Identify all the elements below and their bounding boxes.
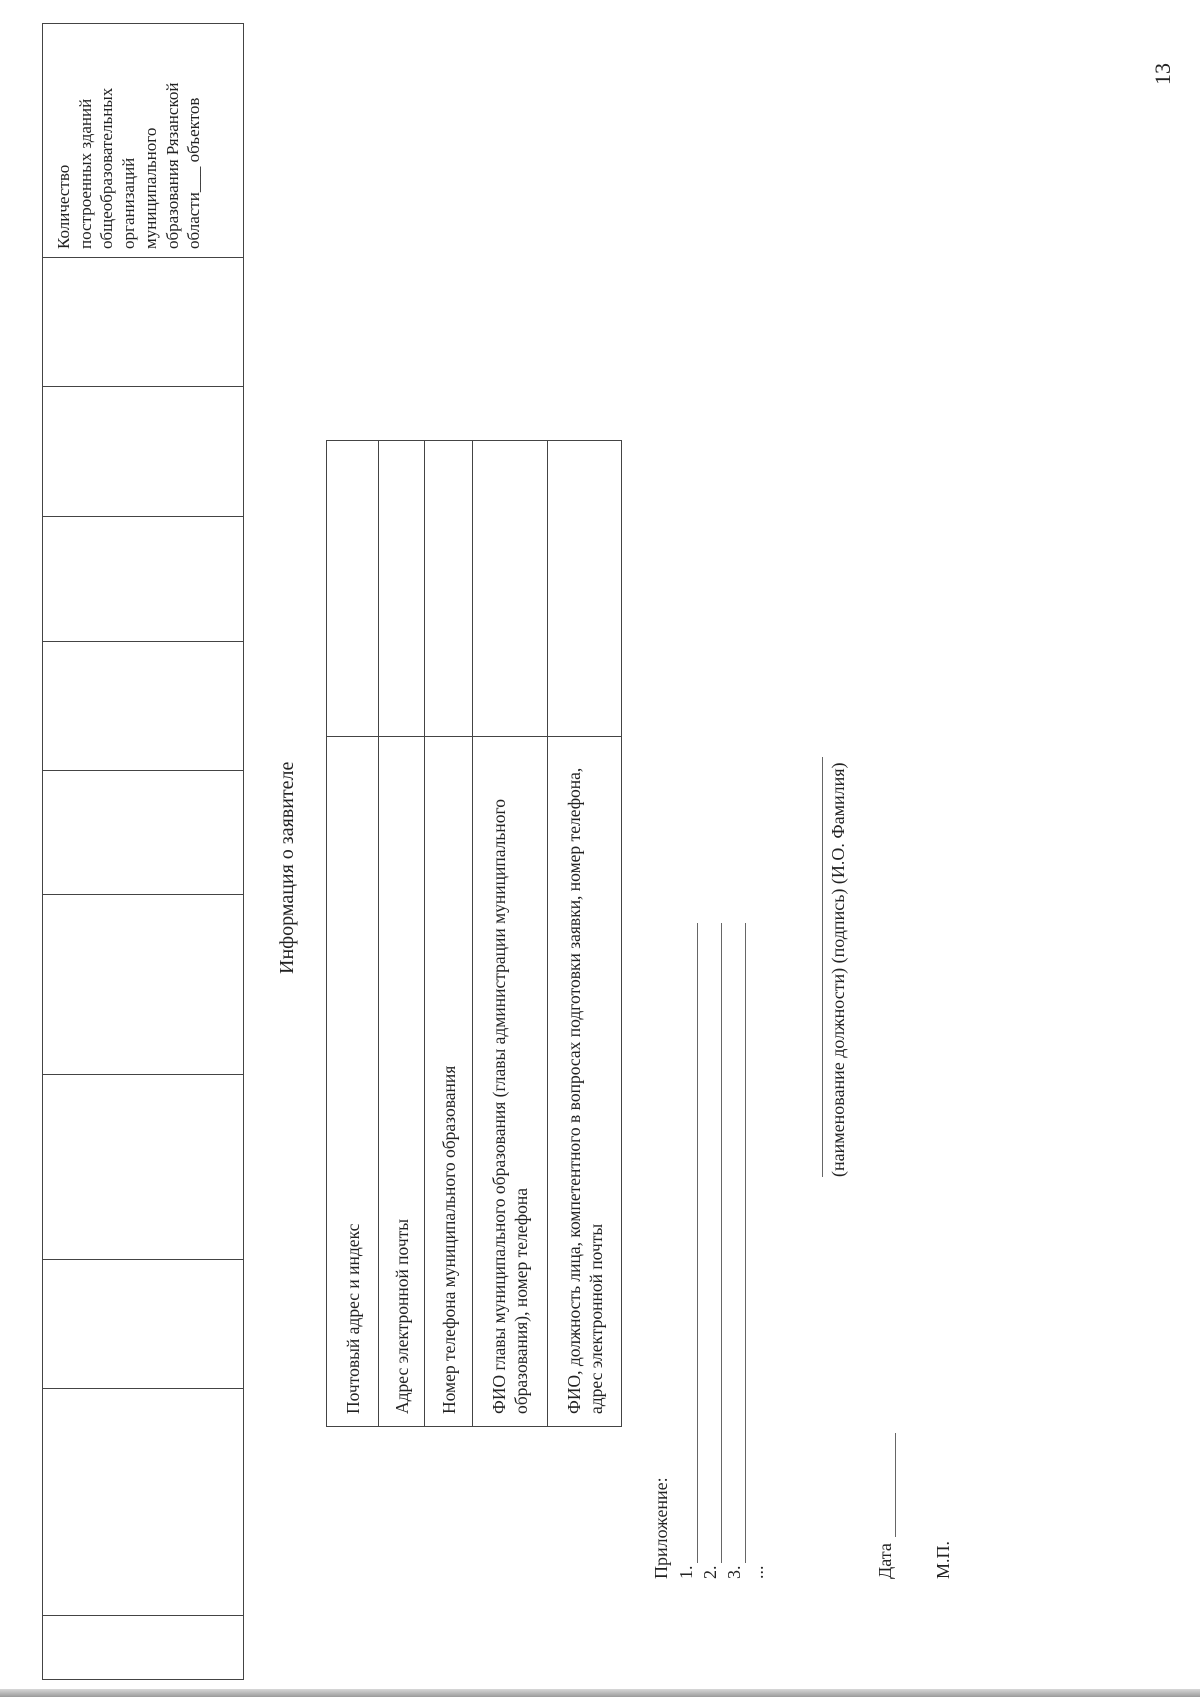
- info-label: Почтовый адрес и индекс: [327, 737, 379, 1427]
- info-label: ФИО главы муниципального образования (главы администрации муниципального образования), номер телефона: [473, 737, 548, 1427]
- summary-cell-line: построенных зданий: [75, 98, 95, 249]
- table-row: [379, 441, 425, 1427]
- appendix-block: [650, 924, 770, 1580]
- appendix-title: Приложение:: [651, 1477, 671, 1579]
- applicant-info-table: [326, 440, 622, 1427]
- summary-table: [42, 23, 244, 1680]
- applicant-info-heading: Информация о заявителе: [276, 761, 298, 974]
- appendix-item-blank: [679, 924, 698, 1564]
- summary-cell-line: образования Рязанской: [162, 82, 182, 249]
- info-label: ФИО, должность лица, компетентного в вопросах подготовки заявки, номер телефона, адрес электронной почты: [548, 737, 622, 1427]
- summary-cell: [43, 1616, 244, 1680]
- appendix-item-number: 3.: [724, 1565, 744, 1579]
- summary-cell-line: организаций: [119, 157, 139, 249]
- table-row: [473, 441, 548, 1427]
- signature-line: [822, 757, 823, 1177]
- appendix-item: [698, 924, 722, 1580]
- info-value: [473, 441, 548, 737]
- signature-caption: (наименование должности) (подпись) (И.О. Фамилия): [828, 762, 848, 1177]
- info-value: [327, 441, 379, 737]
- appendix-item: [674, 924, 698, 1580]
- summary-table-row: [43, 24, 244, 1680]
- date-label: Дата: [875, 1543, 895, 1579]
- scan-edge-shadow: [0, 1689, 1200, 1697]
- summary-cell: [43, 642, 244, 771]
- summary-cell: [43, 895, 244, 1075]
- info-value: [425, 441, 473, 737]
- appendix-item: [722, 924, 746, 1580]
- summary-cell: [43, 771, 244, 895]
- appendix-item-number: 2.: [700, 1565, 720, 1579]
- info-label: Номер телефона муниципального образования: [425, 737, 473, 1427]
- summary-cell: [43, 387, 244, 517]
- summary-cell-buildings-count: [43, 24, 244, 258]
- table-row: [425, 441, 473, 1427]
- table-row: [327, 441, 379, 1427]
- date-field: [875, 1433, 896, 1579]
- summary-cell: [43, 258, 244, 387]
- table-row: [548, 441, 622, 1427]
- appendix-item-blank: [727, 924, 746, 1564]
- summary-cell: [43, 517, 244, 642]
- summary-cell: [43, 1075, 244, 1260]
- summary-cell: [43, 1260, 244, 1389]
- summary-cell-line: области___ объектов: [184, 97, 204, 249]
- summary-cell: [43, 1389, 244, 1616]
- appendix-ellipsis: ...: [747, 1565, 767, 1579]
- appendix-item-number: 1.: [676, 1565, 696, 1579]
- info-label: Адрес электронной почты: [379, 737, 425, 1427]
- date-blank: [879, 1433, 896, 1537]
- summary-cell-line: муниципального: [140, 127, 160, 249]
- page-number: 13: [1150, 63, 1175, 85]
- info-value: [379, 441, 425, 737]
- info-value: [548, 441, 622, 737]
- summary-cell-line: Количество: [54, 164, 73, 249]
- summary-cell-line: общеобразовательных: [97, 87, 117, 249]
- appendix-item-blank: [703, 924, 722, 1564]
- seal-label: М.П.: [933, 1540, 953, 1579]
